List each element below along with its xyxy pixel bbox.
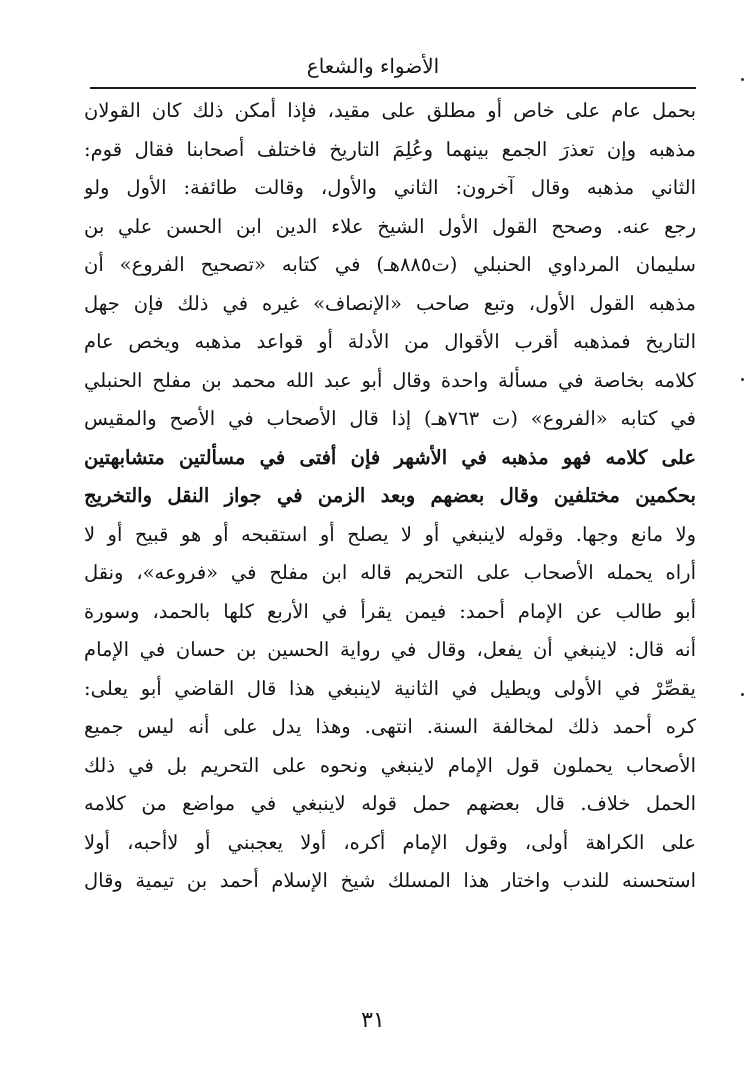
text-line: كلامه بخاصة في مسألة واحدة وقال أبو عبد الله محمد بن مفلح الحنبلي [84,368,696,392]
text-line: يقصِّرْ في الأولى ويطيل في الثانية لاينبغي هذا قال القاضي أبو يعلى: [84,676,696,700]
edge-mark [741,693,744,696]
text-line: على كلامه فهو مذهبه في الأشهر فإن أفتى في مسألتين متشابهتين [84,445,696,469]
text-line: أنه قال: لاينبغي أن يفعل، وقال في رواية الحسين بن حسان في الإمام [84,638,696,661]
text-line: كره أحمد ذلك لمخالفة السنة. انتهى. وهذا يدل على أنه ليس جميع [84,715,696,738]
text-line: رجع عنه. وصحح القول الأول الشيخ علاء الدين ابن الحسن علي بن [84,214,696,238]
text-line: أراه يحمله الأصحاب على التحريم قاله ابن مفلح في «فروعه»، ونقل [84,561,696,584]
text-line: مذهبه وإن تعذرَ الجمع بينهما وعُلِمَ التاريخ فاختلف أصحابنا فقال قوم: [84,137,696,161]
header-rule [90,87,696,89]
text-line: على الكراهة أولى، وقول الإمام أكره، أولا يعجبني أو لاأحبه، أولا [84,830,696,854]
edge-mark [741,378,744,381]
text-line: بحمل عام على خاص أو مطلق على مقيد، فإذا أمكن ذلك كان القولان [84,99,696,122]
body-text [84,92,696,901]
page-number: ٣١ [361,1008,385,1033]
text-line: أبو طالب عن الإمام أحمد: فيمن يقرأ في الأربع كلها بالحمد، وسورة [84,599,696,623]
text-line: في كتابه «الفروع» (ت ٧٦٣هـ) إذا قال الأصحاب في الأصح والمقيس [84,407,696,430]
text-line: الحمل خلاف. قال بعضهم حمل قوله لاينبغي في مواضع من كلامه [84,792,696,815]
text-line: استحسنه للندب واختار هذا المسلك شيخ الإسلام أحمد بن تيمية وقال [84,869,696,892]
text-line: الأصحاب يحملون قول الإمام لاينبغي ونحوه على التحريم بل في ذلك [84,753,696,777]
text-line: مذهبه القول الأول، وتبع صاحب «الإنصاف» غيره في ذلك فإن جهل [84,291,696,315]
text-line: الثاني مذهبه وقال آخرون: الثاني والأول، وقالت طائفة: الأول ولو [84,176,696,199]
text-line: ولا مانع وجها. وقوله لاينبغي أو لا يصلح أو استقبحه أو هو قبيح أو لا [84,522,696,546]
edge-mark [741,78,744,81]
text-line: سليمان المرداوي الحنبلي (ت٨٨٥هـ) في كتابه «تصحيح الفروع» أن [84,253,696,276]
text-line: بحكمين مختلفين وقال بعضهم وبعد الزمن في جواز النقل والتخريج [84,484,696,507]
text-line: التاريخ فمذهبه أقرب الأقوال من الأدلة أو قواعد مذهبه ويخص عام [84,330,696,353]
running-header: الأضواء والشعاع [306,54,440,78]
